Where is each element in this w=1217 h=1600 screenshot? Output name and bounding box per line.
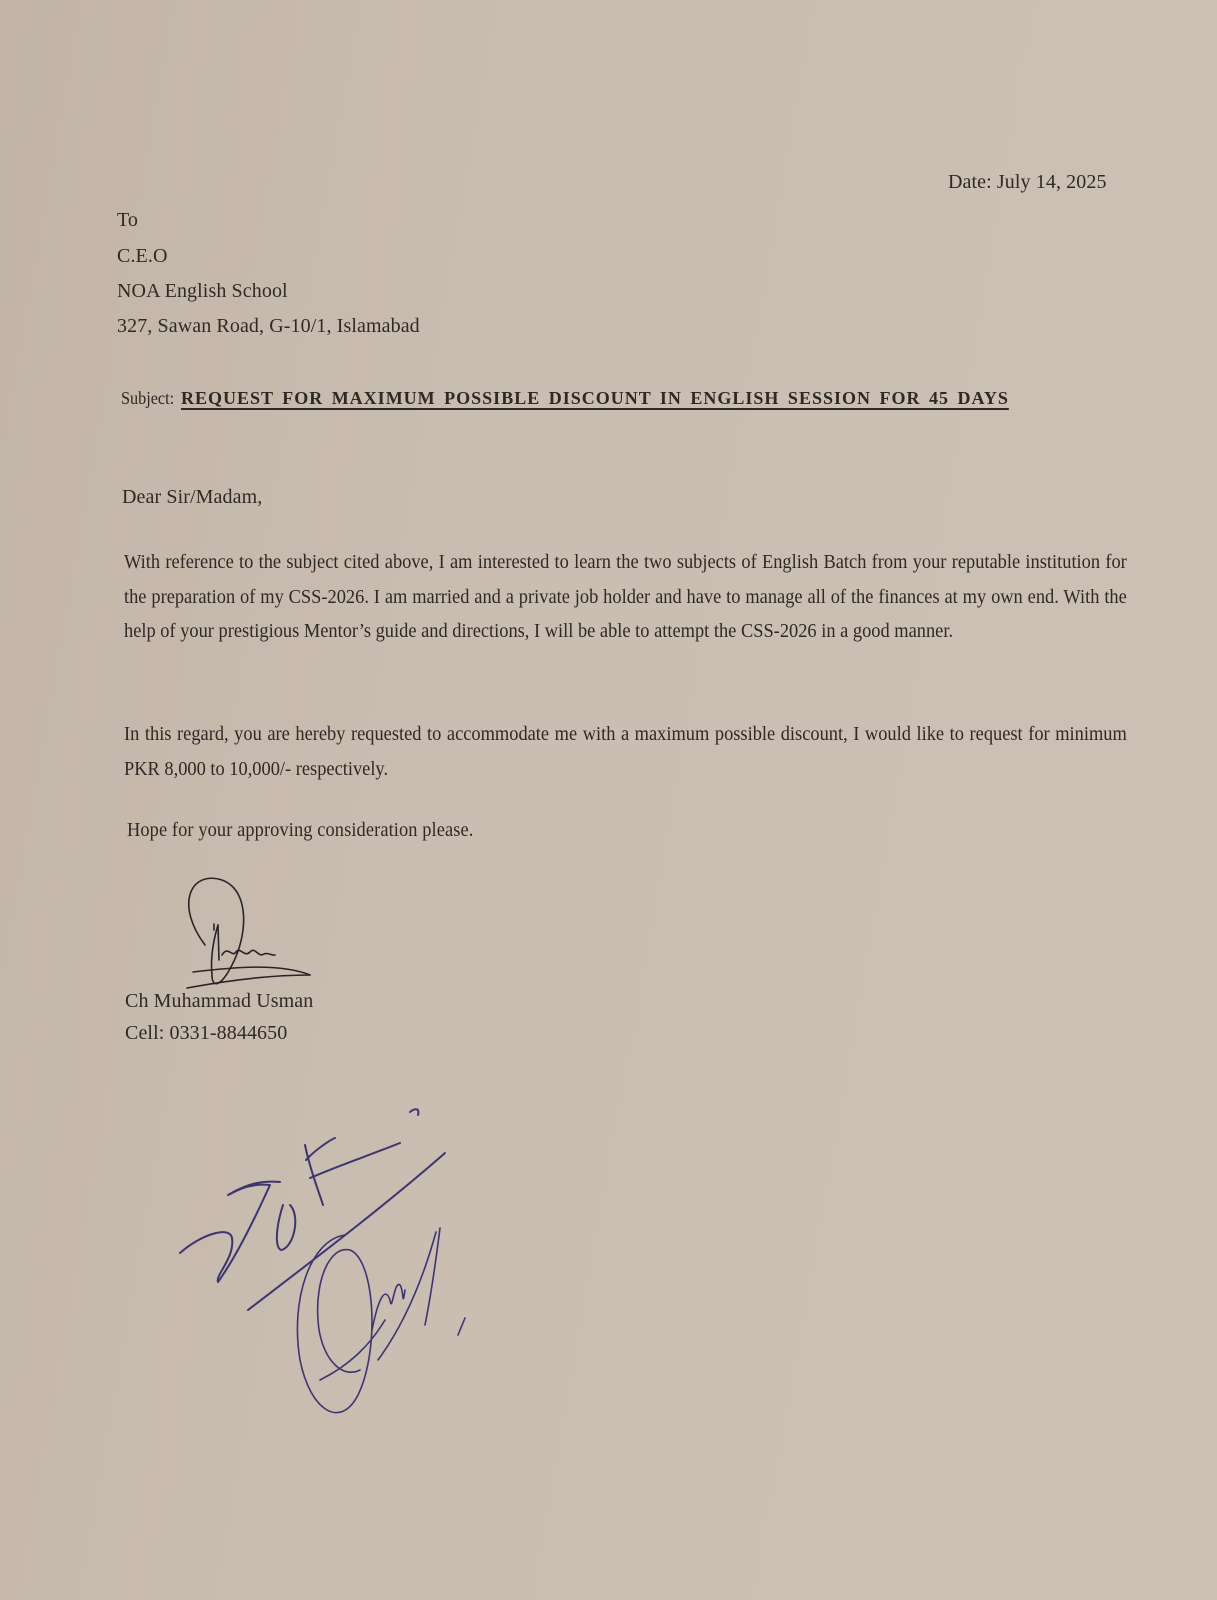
recipient-organization: NOA English School — [117, 280, 288, 302]
subject-label: Subject: — [121, 388, 175, 408]
body-paragraph-2: In this regard, you are hereby requested to accommodate me with a maximum possible discount, I would like to request for minimum PKR 8,000 to 10,000/- respectively. — [124, 723, 1127, 780]
salutation: Dear Sir/Madam, — [122, 486, 263, 508]
approver-signature — [297, 1228, 465, 1413]
body-paragraph-1: With reference to the subject cited above, I am interested to learn the two subjects of English Batch from your reputable institution for the preparation of my CSS-2026. I am married and a private job holder and have to manage all of the finances at my own end. With the help of your prestigious Mentor’s guide and directions, I will be able to attempt the CSS-2026 in a good manner. — [124, 551, 1127, 642]
letter-date: Date: July 14, 2025 — [948, 171, 1107, 193]
closing-line: Hope for your approving consideration please. — [127, 819, 474, 841]
recipient-to: To — [117, 209, 139, 231]
sender-cell: Cell: 0331-8844650 — [125, 1022, 288, 1044]
handwritten-note — [180, 1109, 445, 1310]
sender-name: Ch Muhammad Usman — [125, 990, 314, 1012]
recipient-address: 327, Sawan Road, G-10/1, Islamabad — [117, 315, 420, 337]
subject-title: REQUEST FOR MAXIMUM POSSIBLE DISCOUNT IN ENGLISH SESSION FOR 45 DAYS — [181, 388, 1009, 408]
recipient-title: C.E.O — [117, 245, 168, 267]
sender-signature — [187, 878, 310, 988]
subject-line — [121, 380, 1131, 416]
